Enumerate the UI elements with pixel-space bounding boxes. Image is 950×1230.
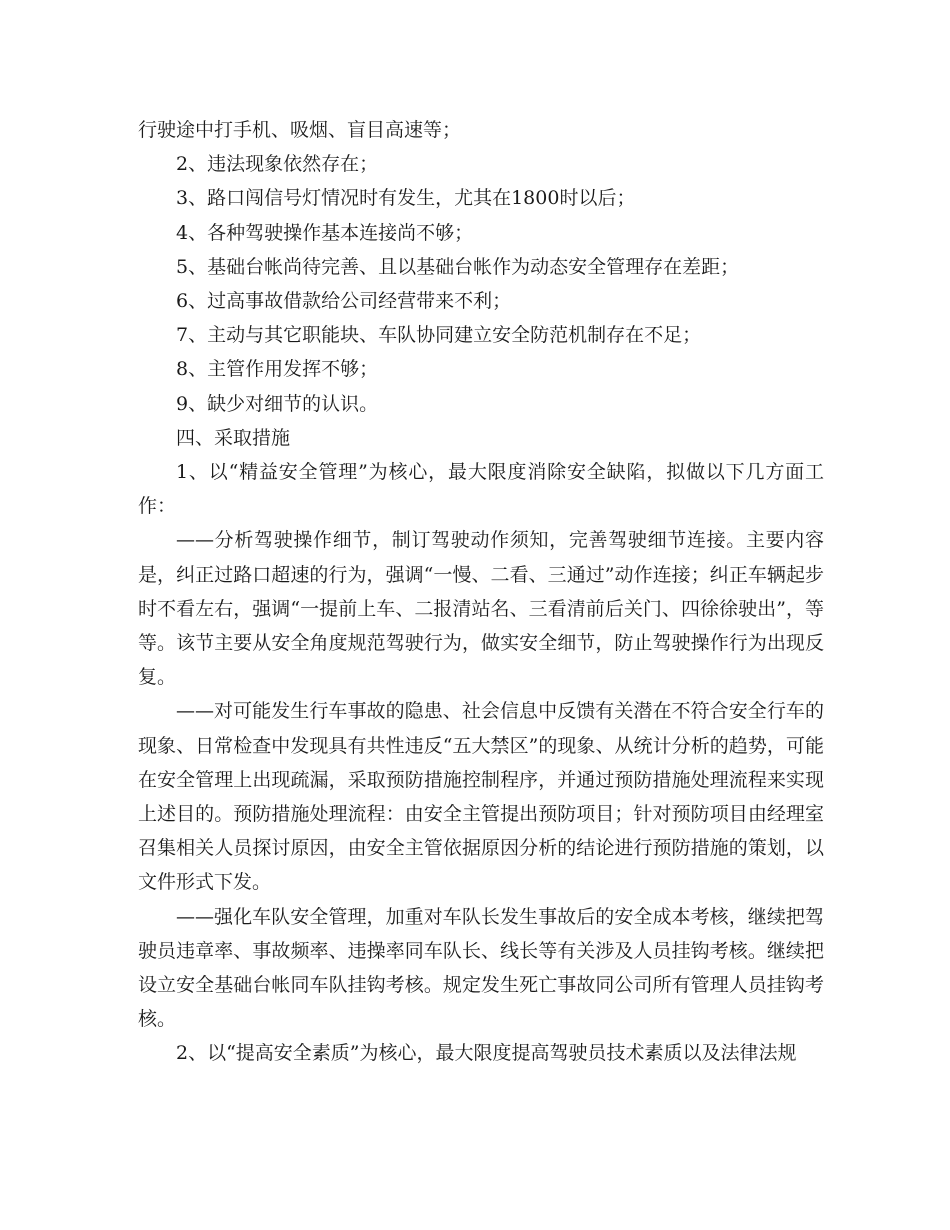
paragraph-item-1-continuation: 行驶途中打手机、吸烟、盲目高速等；: [138, 119, 462, 141]
measure-item-2: 2、以“提高安全素质”为核心，最大限度提高驾驶员技术素质以及法律法规: [176, 1042, 797, 1065]
measure-item-1: 1、以“精益安全管理”为核心，最大限度消除安全缺陷，拟做以下几方面工作：: [138, 461, 824, 518]
list-item-2: 2、违法现象依然存在；: [176, 153, 379, 176]
sub-measure-paragraph-2: ——对可能发生行车事故的隐患、社会信息中反馈有关潜在不符合安全行车的现象、日常检查中发现具有共性违反“五大禁区”的现象、从统计分析的趋势，可能在安全管理上出现疏漏，采取预防措施控制程序，并通过预防措施处理流程来实现上述目的。预防措施处理流程：由安全主管提出预防项目；针对预防项目由经理室召集相关人员探讨原因，由安全主管依据原因分析的结论进行预防措施的策划，以文件形式下发。: [138, 700, 824, 894]
list-item-7: 7、主动与其它职能块、车队协同建立安全防范机制存在不足；: [176, 324, 702, 347]
list-item-8: 8、主管作用发挥不够；: [176, 358, 379, 381]
sub-measure-paragraph-1: ——分析驾驶操作细节，制订驾驶动作须知，完善驾驶细节连接。主要内容是，纠正过路口超速的行为，强调“一慢、二看、三通过”动作连接；纠正车辆起步时不看左右，强调“一提前上车、二报清站名、三看清前后关门、四徐徐驶出”，等等。该节主要从安全角度规范驾驶行为，做实安全细节，防止驾驶操作行为出现反复。: [138, 529, 824, 689]
list-item-9: 9、缺少对细节的认识。: [176, 392, 379, 415]
list-item-3: 3、路口闯信号灯情况时有发生，尤其在1800时以后；: [176, 187, 636, 210]
section-heading: 四、采取措施: [176, 426, 291, 449]
document-body: [138, 113, 824, 1071]
list-item-6: 6、过高事故借款给公司经营带来不利；: [176, 290, 512, 313]
sub-measure-paragraph-3: ——强化车队安全管理，加重对车队长发生事故后的安全成本考核，继续把驾驶员违章率、事故频率、违操率同车队长、线长等有关涉及人员挂钩考核。继续把设立安全基础台帐同车队挂钩考核。规定发生死亡事故同公司所有管理人员挂钩考核。: [138, 905, 824, 1031]
list-item-4: 4、各种驾驶操作基本连接尚不够；: [176, 221, 474, 244]
list-item-5: 5、基础台帐尚待完善、且以基础台帐作为动态安全管理存在差距；: [176, 255, 740, 278]
